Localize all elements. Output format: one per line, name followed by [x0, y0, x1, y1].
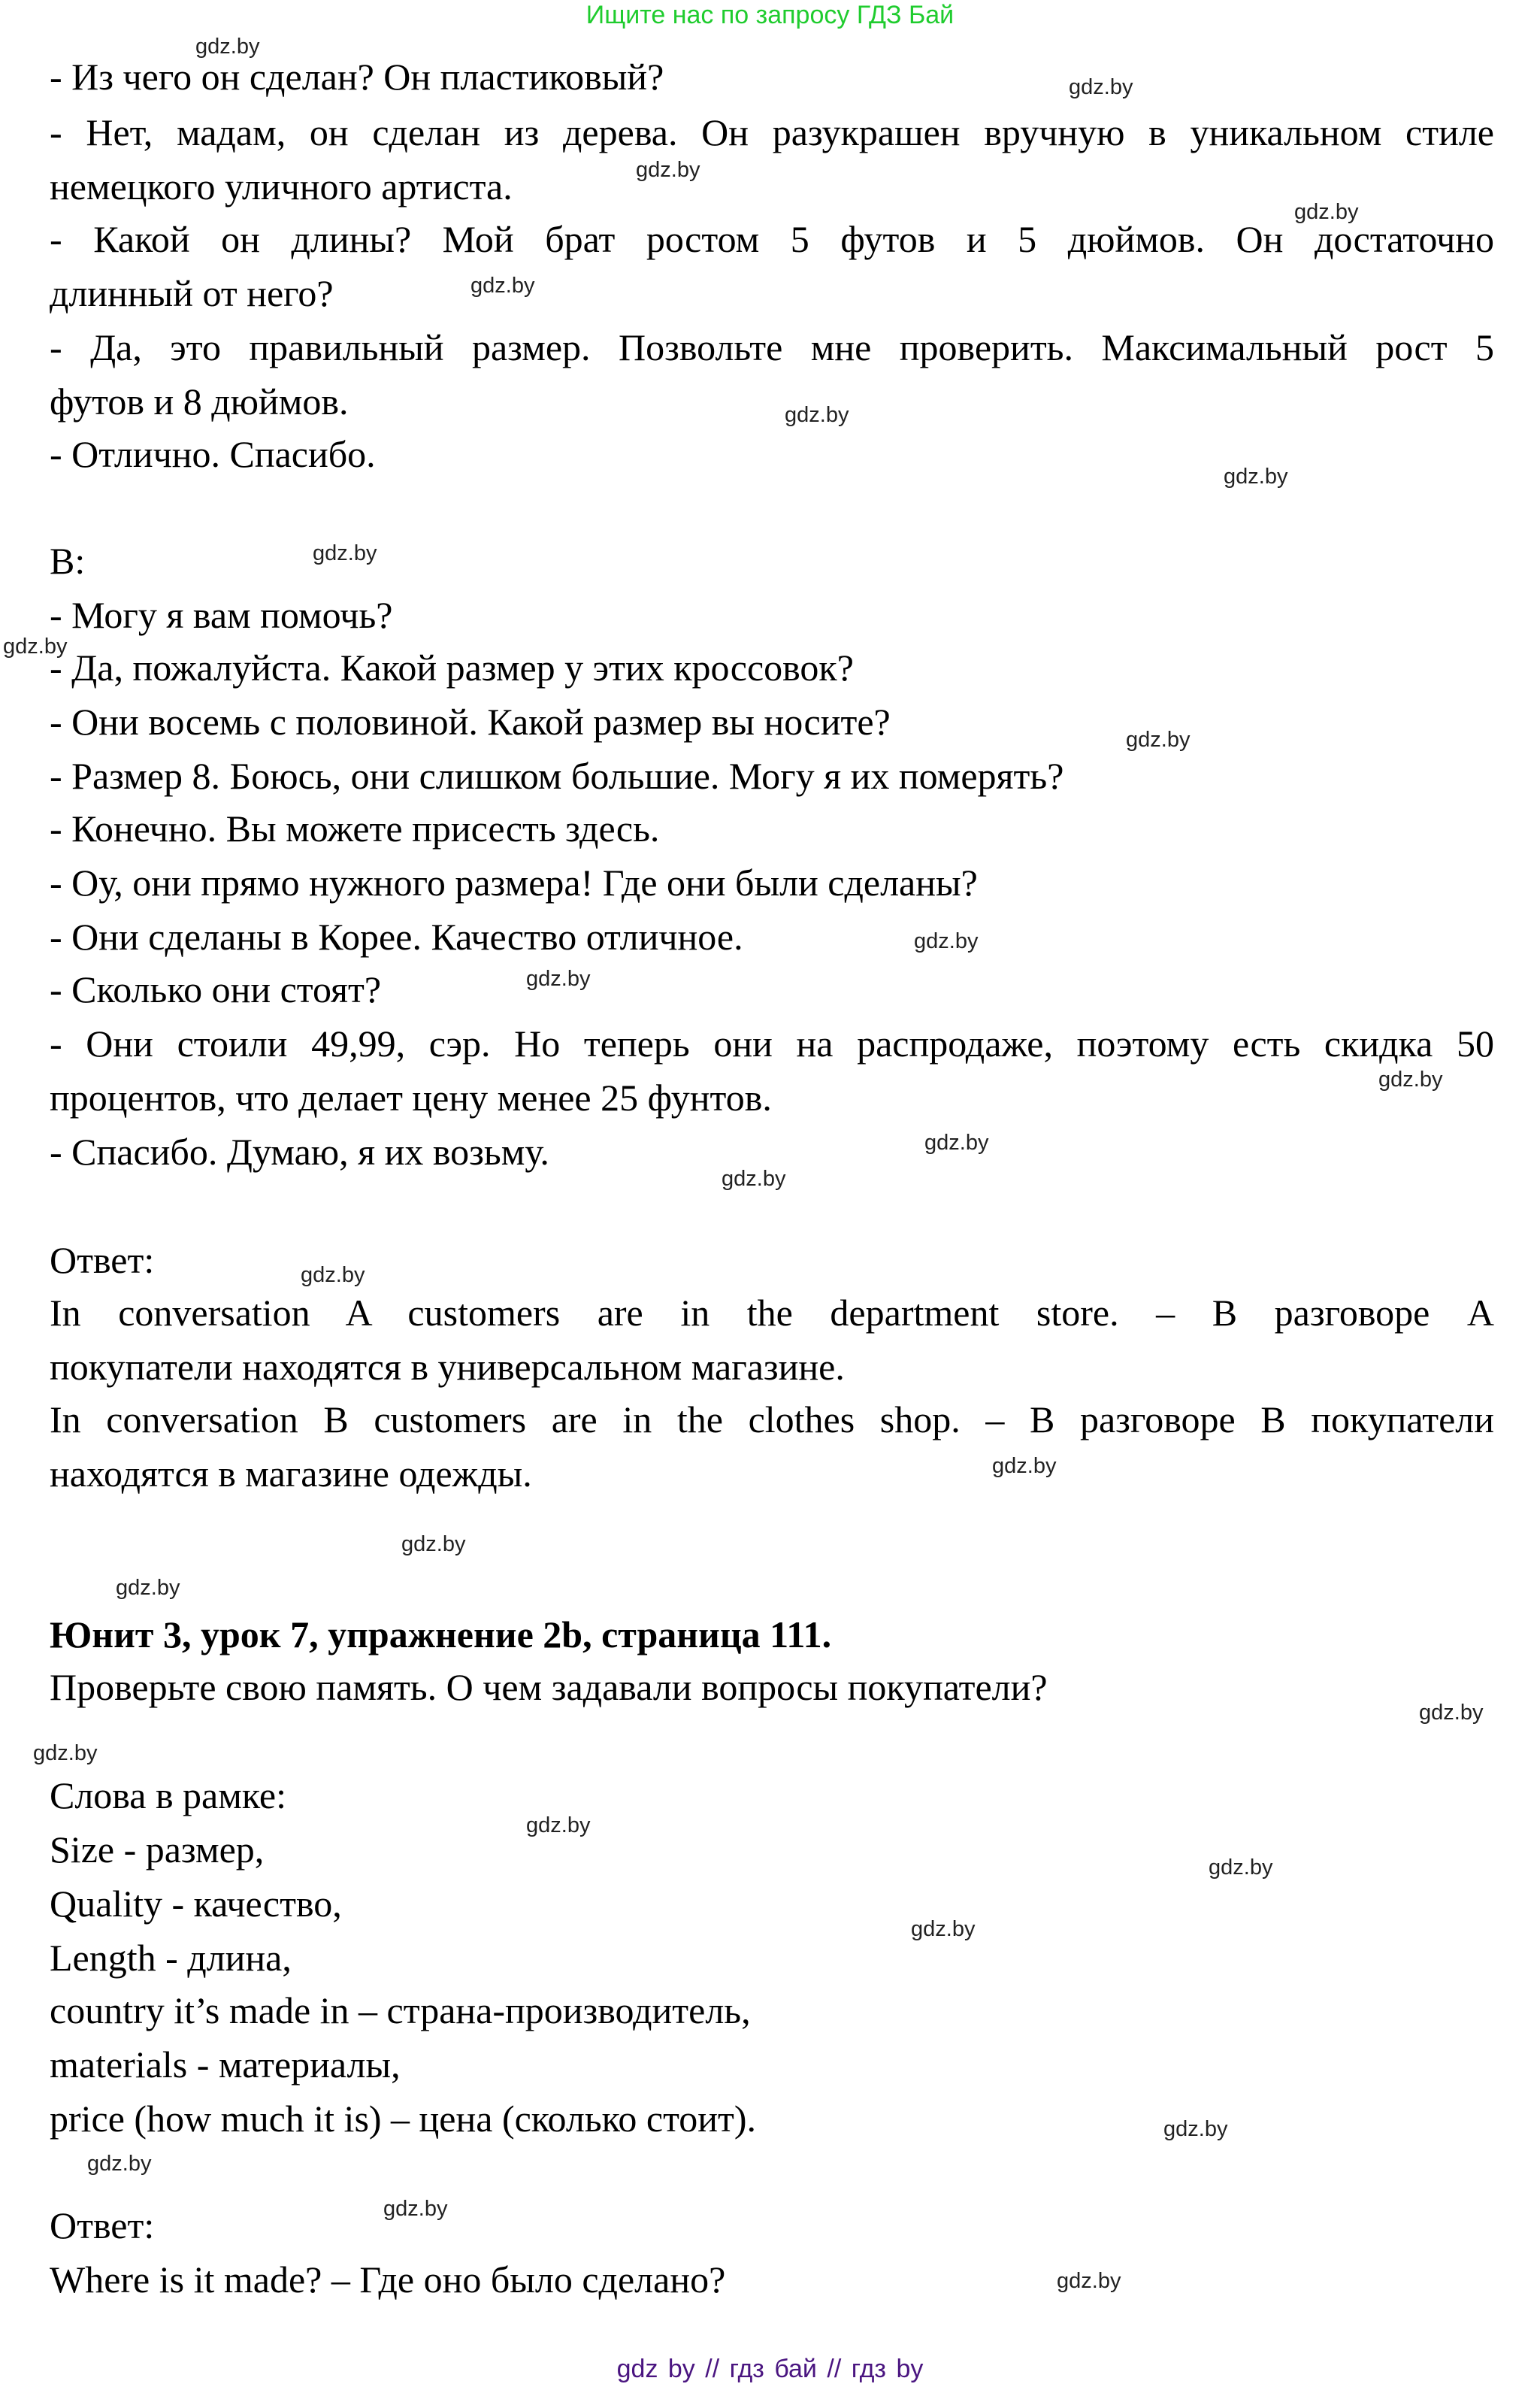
answer-line: In conversation B customers are in the clothes shop. – В разговоре B покупатели: [50, 1398, 1494, 1440]
answer-line: Where is it made? – Где оно было сделано?: [50, 2258, 726, 2301]
dialogue-line: - Отлично. Спасибо.: [50, 433, 376, 475]
word-box-item: price (how much it is) – цена (сколько стоит).: [50, 2098, 757, 2140]
watermark: gdz.by: [1069, 75, 1133, 99]
dialogue-line: - Да, пожалуйста. Какой размер у этих кроссовок?: [50, 647, 854, 689]
dialogue-line: - Конечно. Вы можете присесть здесь.: [50, 807, 660, 850]
answer-line: покупатели находятся в универсальном магазине.: [50, 1346, 845, 1388]
watermark: gdz.by: [924, 1131, 989, 1155]
dialogue-line: - Оу, они прямо нужного размера! Где они были сделаны?: [50, 862, 978, 904]
watermark: gdz.by: [1224, 465, 1288, 489]
dialogue-line: - Они стоили 49,99, сэр. Но теперь они на распродаже, поэтому есть скидка 50: [50, 1022, 1494, 1065]
watermark: gdz.by: [116, 1576, 180, 1600]
watermark: gdz.by: [1419, 1701, 1484, 1725]
watermark: gdz.by: [3, 635, 68, 659]
watermark: gdz.by: [195, 35, 260, 59]
answer-label: Ответ:: [50, 1239, 155, 1281]
site-banner: Ищите нас по запросу ГДЗ Бай: [585, 1, 955, 29]
dialogue-line: немецкого уличного артиста.: [50, 165, 513, 207]
watermark: gdz.by: [914, 929, 979, 953]
word-box-item: country it’s made in – страна-производитель,: [50, 1989, 751, 2031]
answer-line: In conversation A customers are in the department store. – В разговоре A: [50, 1292, 1494, 1334]
watermark: gdz.by: [1163, 2117, 1228, 2141]
site-footer: gdz by // гдз бай // гдз by: [616, 2355, 924, 2383]
exercise-prompt: Проверьте свою память. О чем задавали вопросы покупатели?: [50, 1666, 1048, 1708]
dialogue-line: - Да, это правильный размер. Позвольте мне проверить. Максимальный рост 5: [50, 326, 1494, 368]
dialogue-line: - Размер 8. Боюсь, они слишком большие. Могу я их померять?: [50, 755, 1064, 797]
dialogue-line: - Какой он длины? Мой брат ростом 5 футов и 5 дюймов. Он достаточно: [50, 218, 1494, 260]
dialogue-line: - Сколько они стоят?: [50, 968, 382, 1010]
watermark: gdz.by: [470, 274, 535, 298]
watermark: gdz.by: [911, 1917, 976, 1941]
watermark: gdz.by: [1126, 728, 1191, 752]
word-box-label: Слова в рамке:: [50, 1774, 287, 1816]
watermark: gdz.by: [33, 1741, 98, 1765]
exercise-heading: Юнит 3, урок 7, упражнение 2b, страница 111.: [50, 1613, 832, 1655]
watermark: gdz.by: [1294, 200, 1359, 224]
word-box-item: Size - размер,: [50, 1828, 265, 1871]
answer-label: Ответ:: [50, 2204, 155, 2246]
watermark: gdz.by: [526, 967, 591, 991]
watermark: gdz.by: [526, 1813, 591, 1837]
answer-line: находятся в магазине одежды.: [50, 1452, 532, 1495]
watermark: gdz.by: [313, 541, 377, 565]
watermark: gdz.by: [636, 158, 700, 182]
dialogue-line: футов и 8 дюймов.: [50, 380, 349, 423]
dialogue-line: - Нет, мадам, он сделан из дерева. Он разукрашен вручную в уникальном стиле: [50, 111, 1494, 153]
watermark: gdz.by: [401, 1532, 466, 1556]
dialogue-line: - Из чего он сделан? Он пластиковый?: [50, 56, 664, 98]
watermark: gdz.by: [1378, 1068, 1443, 1092]
dialogue-line: - Спасибо. Думаю, я их возьму.: [50, 1131, 549, 1173]
word-box-item: Quality - качество,: [50, 1883, 342, 1925]
watermark: gdz.by: [1209, 1855, 1273, 1880]
watermark: gdz.by: [722, 1167, 786, 1191]
word-box-item: Length - длина,: [50, 1937, 292, 1979]
section-label-b: B:: [50, 540, 86, 582]
dialogue-line: - Они восемь с половиной. Какой размер вы носите?: [50, 701, 891, 743]
watermark: gdz.by: [87, 2152, 152, 2176]
dialogue-line: процентов, что делает цену менее 25 фунтов.: [50, 1077, 772, 1119]
watermark: gdz.by: [785, 403, 849, 427]
watermark: gdz.by: [1057, 2269, 1121, 2293]
dialogue-line: - Могу я вам помочь?: [50, 594, 393, 636]
dialogue-line: длинный от него?: [50, 272, 334, 314]
word-box-item: materials - материалы,: [50, 2043, 401, 2086]
watermark: gdz.by: [301, 1263, 365, 1287]
watermark: gdz.by: [383, 2197, 448, 2221]
watermark: gdz.by: [992, 1454, 1057, 1478]
dialogue-line: - Они сделаны в Корее. Качество отличное.: [50, 916, 743, 958]
